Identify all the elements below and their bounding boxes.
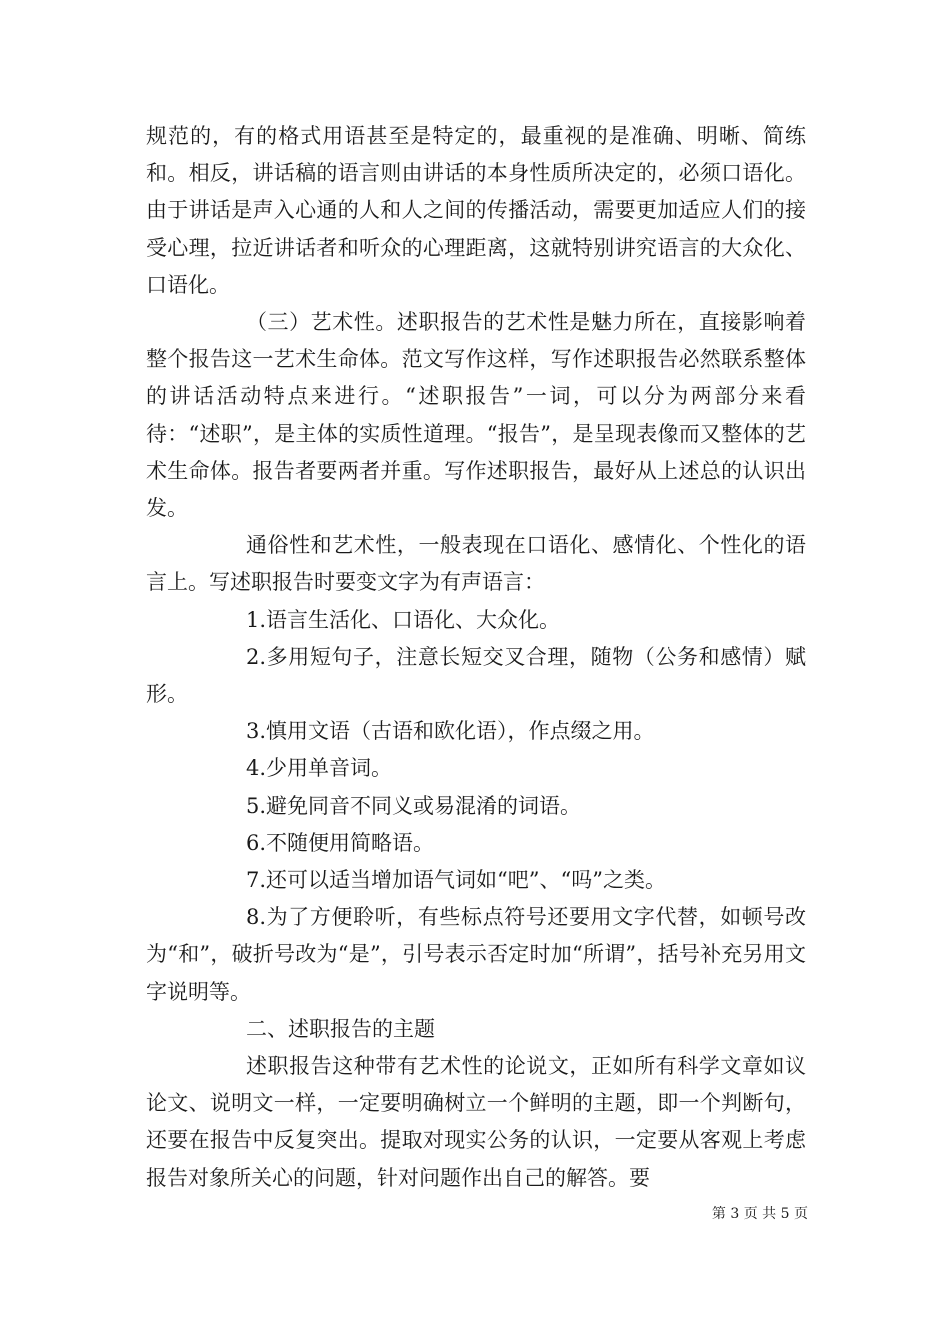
- list-item-6: 6.不随便用简略语。: [246, 830, 435, 855]
- list-item-1: 1.语言生活化、口语化、大众化。: [246, 607, 561, 632]
- paragraph-3: 通俗性和艺术性，一般表现在口语化、感情化、个性化的语言上。写述职报告时要变文字为有声语言：: [146, 533, 806, 595]
- list-item-3: 3.慎用文语（古语和欧化语），作点缀之用。: [246, 719, 655, 744]
- list-item-5: 5.避免同音不同义或易混淆的词语。: [246, 793, 582, 818]
- list-item-7: 7.还可以适当增加语气词如“吧”、“吗”之类。: [246, 868, 666, 893]
- paragraph-1: 规范的，有的格式用语甚至是特定的，最重视的是准确、明晰、简练和。相反，讲话稿的语言则由讲话的本身性质所决定的，必须口语化。由于讲话是声入心通的人和人之间的传播活动，需要更加适应人们的接受心理，拉近讲话者和听众的心理距离，这就特别讲究语言的大众化、口语化。: [146, 124, 806, 297]
- list-item-4: 4.少用单音词。: [246, 756, 393, 781]
- body-text: [146, 118, 806, 1197]
- list-item-2: 2.多用短句子，注意长短交叉合理，随物（公务和感情）赋形。: [146, 644, 806, 707]
- list-item-8: 8.为了方便聆听，有些标点符号还要用文字代替，如顿号改为“和”，破折号改为“是”，引号表示否定时加“所谓”，括号补充另用文字说明等。: [146, 905, 806, 1004]
- paragraph-2: （三）艺术性。述职报告的艺术性是魅力所在，直接影响着整个报告这一艺术生命体。范文写作这样，写作述职报告必然联系整体的讲话活动特点来进行。“述职报告”一词，可以分为两部分来看待：“述职”，是主体的实质性道理。“报告”，是呈现表像而又整体的艺术生命体。报告者要两者并重。写作述职报告，最好从上述总的认识出发。: [146, 310, 806, 521]
- paragraph-4: 述职报告这种带有艺术性的论说文，正如所有科学文章如议论文、说明文一样，一定要明确树立一个鲜明的主题，即一个判断句，还要在报告中反复突出。提取对现实公务的认识，一定要从客观上考虑报告对象所关心的问题，针对问题作出自己的解答。要: [146, 1054, 806, 1190]
- page-footer: 第 3 页 共 5 页: [711, 1206, 808, 1222]
- section-heading: 二、述职报告的主题: [246, 1016, 435, 1041]
